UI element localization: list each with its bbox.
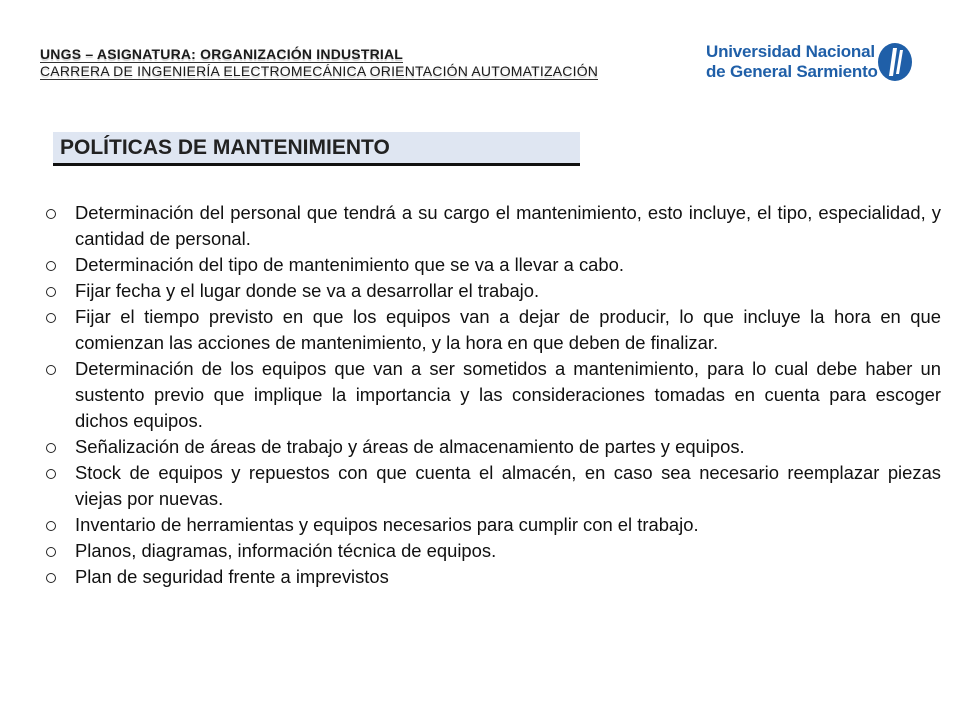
university-logo [706, 42, 916, 84]
policy-list [46, 200, 941, 590]
circle-bullet-icon [46, 287, 56, 297]
list-item [46, 434, 941, 460]
logo-line-2: de General Sarmiento [706, 62, 878, 81]
course-title-text: UNGS – ASIGNATURA: ORGANIZACIÓN INDUSTRIAL [40, 46, 404, 62]
list-item [46, 512, 941, 538]
circle-bullet-icon [46, 313, 56, 323]
circle-bullet-icon [46, 365, 56, 375]
list-item-text: Señalización de áreas de trabajo y áreas de almacenamiento de partes y equipos. [75, 436, 745, 457]
circle-bullet-icon [46, 443, 56, 453]
circle-bullet-icon [46, 261, 56, 271]
list-item [46, 460, 941, 512]
circle-bullet-icon [46, 573, 56, 583]
section-title-bar [53, 132, 580, 166]
list-item-text: Fijar el tiempo previsto en que los equipos van a dejar de producir, lo que incluye la hora en que comienzan las acciones de mantenimiento, y la hora en que deben de finalizar. [75, 306, 941, 353]
list-item [46, 538, 941, 564]
circle-bullet-icon [46, 469, 56, 479]
list-item-text: Determinación de los equipos que van a ser sometidos a mantenimiento, para lo cual debe haber un sustento previo que implique la importancia y las consideraciones tomadas en cuenta para escoger dichos equipos. [75, 358, 941, 431]
course-title [40, 46, 600, 63]
list-item [46, 252, 941, 278]
section-title: POLÍTICAS DE MANTENIMIENTO [60, 136, 390, 159]
list-item-text: Determinación del personal que tendrá a su cargo el mantenimiento, esto incluye, el tipo, especialidad, y cantidad de personal. [75, 202, 941, 249]
list-item-text: Planos, diagramas, información técnica de equipos. [75, 540, 497, 561]
list-item [46, 200, 941, 252]
logo-line-1: Universidad Nacional [706, 42, 875, 61]
list-item-text: Inventario de herramientas y equipos necesarios para cumplir con el trabajo. [75, 514, 699, 535]
circle-bullet-icon [46, 547, 56, 557]
list-item-text: Plan de seguridad frente a imprevistos [75, 566, 389, 587]
logo-text [706, 42, 878, 82]
list-item [46, 564, 941, 590]
career-title [40, 63, 600, 80]
list-item [46, 304, 941, 356]
list-item [46, 278, 941, 304]
list-item-text: Fijar fecha y el lugar donde se va a desarrollar el trabajo. [75, 280, 540, 301]
list-item-text: Stock de equipos y repuestos con que cuenta el almacén, en caso sea necesario reemplazar piezas viejas por nuevas. [75, 462, 941, 509]
list-item [46, 356, 941, 434]
slide-header [40, 46, 600, 80]
circle-bullet-icon [46, 209, 56, 219]
career-title-text: CARRERA DE INGENIERÍA ELECTROMECÁNICA ORIENTACIÓN AUTOMATIZACIÓN [40, 63, 599, 79]
circle-bullet-icon [46, 521, 56, 531]
list-item-text: Determinación del tipo de mantenimiento que se va a llevar a cabo. [75, 254, 624, 275]
ungs-emblem-icon [876, 42, 914, 82]
